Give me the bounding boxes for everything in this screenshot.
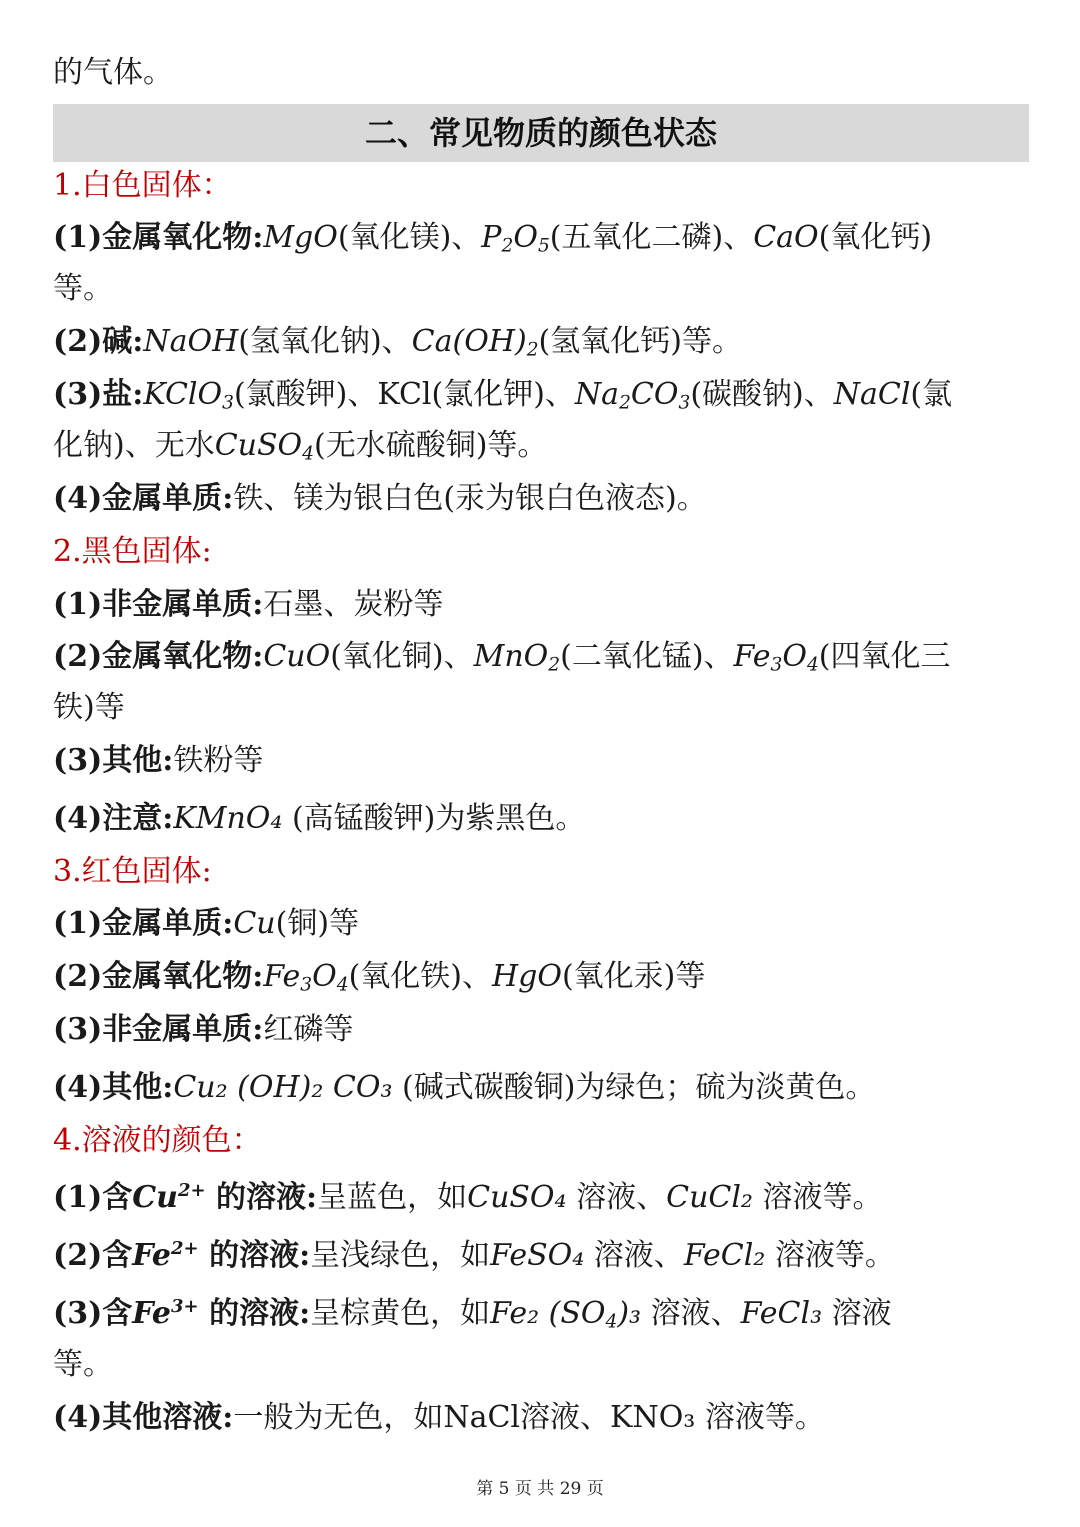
line-text: (氧化铁)、 [348,959,492,994]
line-text: (氧化汞)等 [561,959,706,994]
item-label: 的溶液: [198,1238,311,1273]
formula: FeSO₄ [490,1238,585,1273]
formula: $Fe_3O_4$ [263,959,349,996]
line-text: 一般为无色，如NaCl溶液、KNO₃ 溶液等。 [233,1400,825,1435]
line-text: (四氧化三 [818,639,951,674]
ion-formula: $Fe^{3+}$ [132,1296,199,1331]
formula: NaOH [143,324,239,359]
line-text: 呈蓝色，如 [317,1180,468,1215]
line-text: (碳酸钠)、 [690,377,834,412]
line-text: 溶液、 [566,1180,667,1215]
item-label: (3)含 [53,1296,133,1331]
item-label: (2)金属氧化物: [53,639,264,674]
section-title-red-solids: 3.红色固体: [53,854,212,889]
formula: CuSO$_4$ [214,428,314,465]
formula: KClO$_3$ [143,377,234,414]
line-text: (氢氧化钙)等。 [538,324,742,359]
item-label: (1)非金属单质: [53,587,264,622]
line-text: 等。 [53,1347,113,1382]
line-text: (铜)等 [275,906,360,941]
line-text: 呈棕黄色，如 [310,1296,491,1331]
line-text: (碱式碳酸铜)为绿色；硫为淡黄色。 [392,1070,876,1105]
item-label: (3)其他: [53,743,174,778]
line-text: 化钠)、无水 [53,428,215,463]
line-text: (氯酸钾)、KCl(氯化钾)、 [233,377,575,412]
ion-formula: $Cu^{2+}$ [132,1180,206,1215]
item-label: (2)金属氧化物: [53,959,264,994]
line-text: 溶液、 [584,1238,684,1273]
item-label: (4)其他溶液: [53,1400,234,1435]
item-line [53,479,707,519]
line-text: 溶液等。 [765,1238,895,1273]
line-text: (氢氧化钠)、 [238,324,412,359]
item-label: (4)注意: [53,801,174,836]
item-line [53,1294,892,1334]
item-label: (1)金属单质: [53,906,234,941]
text-line [53,688,125,728]
line-text: (高锰酸钾)为紫黑色。 [282,801,586,836]
item-line [53,637,951,677]
item-line [53,1010,353,1050]
formula: $Fe_3O_4$ [733,639,819,676]
formula: Fe₂ $(SO_4)_3$ [490,1296,642,1333]
line-text: 溶液 [822,1296,892,1331]
line-text: (氧化镁)、 [337,220,482,255]
item-line [53,799,585,839]
line-text: 等。 [53,271,113,306]
text-line [53,426,547,466]
section-title-solution-colors: 4.溶液的颜色： [53,1123,262,1158]
item-line [53,375,952,415]
formula: CuO [263,639,331,674]
line-text: 石墨、炭粉等 [263,587,444,622]
line-text: 铁、镁为银白色(汞为银白色液态)。 [233,481,707,516]
formula: MgO [263,220,338,255]
formula: Cu [233,906,276,941]
line-text: 呈浅绿色，如 [310,1238,491,1273]
line-text: 溶液等。 [752,1180,883,1215]
item-line [53,218,932,258]
item-line [53,1398,825,1438]
item-line [53,957,705,997]
formula: $P_2O_5$ [481,220,550,257]
formula: FeCl₂ [683,1238,766,1273]
item-line [53,1068,875,1108]
formula: CuSO₄ [467,1180,567,1215]
item-label: 的溶液: [198,1296,311,1331]
item-label: (4)金属单质: [53,481,234,516]
section-title-black-solids: 2.黑色固体: [53,534,212,569]
item-line [53,1236,895,1276]
item-label: (1)金属氧化物: [53,220,264,255]
line-text: (五氧化二磷)、 [549,220,754,255]
section-heading: 二、常见物质的颜色状态 [53,104,1029,162]
line-text: (二氧化锰)、 [560,639,734,674]
page-footer: 第 5 页 共 29 页 [476,1479,604,1499]
item-line [53,741,263,781]
line-text: (氧化钙) [818,220,933,255]
text-line [53,269,113,309]
line-text: 溶液、 [641,1296,741,1331]
item-line [53,904,359,944]
formula: CaO [753,220,819,255]
item-label: (2)含 [53,1238,133,1273]
formula: KMnO₄ [173,801,283,836]
formula: $Na_2CO_3$ [574,377,691,414]
formula: NaCl [833,377,911,412]
formula: HgO [492,959,562,994]
formula: FeCl₃ [740,1296,823,1331]
section-title-white-solids: 1.白色固体： [53,168,232,203]
item-label: (1)含 [53,1180,133,1215]
line-text: (无水硫酸铜)等。 [313,428,548,463]
item-line [53,322,742,362]
ion-formula: $Fe^{2+}$ [132,1238,199,1273]
text-line [53,1345,113,1385]
formula: CuCl₂ [666,1180,753,1215]
line-text: (氧化铜)、 [330,639,474,674]
line-text: 铁)等 [53,690,125,725]
formula: MnO$_2$ [473,639,561,676]
item-label: (3)非金属单质: [53,1012,264,1047]
item-label: (3)盐: [53,377,144,412]
formula: Cu₂ (OH)₂ CO₃ [173,1070,393,1105]
item-line [53,585,443,625]
line-text: 铁粉等 [173,743,264,778]
item-label: 的溶液: [205,1180,318,1215]
line-text: 的气体。 [53,55,173,90]
line-text: (氯 [910,377,953,412]
formula: $Ca(OH)_2$ [411,324,539,361]
item-line [53,1178,883,1218]
text-line [53,53,173,93]
line-text: 红磷等 [263,1012,354,1047]
item-label: (2)碱: [53,324,144,359]
item-label: (4)其他: [53,1070,174,1105]
